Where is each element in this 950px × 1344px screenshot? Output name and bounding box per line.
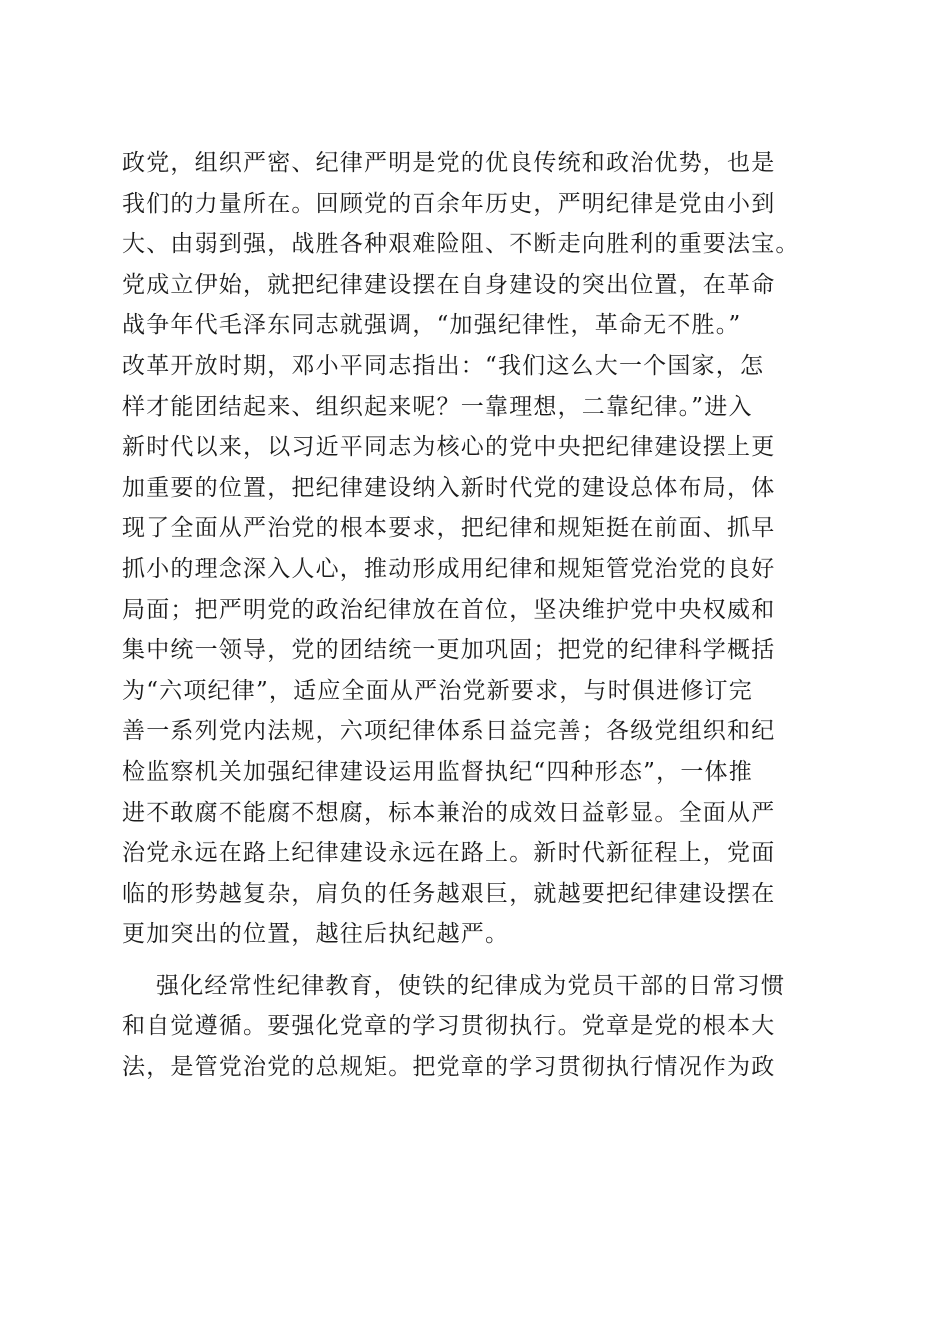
text-line: 样才能团结起来、组织起来呢？一靠理想，二靠纪律。”进入 — [122, 393, 753, 420]
text-line: 法，是管党治党的总规矩。把党章的学习贯彻执行情况作为政 — [122, 1054, 776, 1081]
text-line: 进不敢腐不能腐不想腐，标本兼治的成效日益彰显。全面从严 — [122, 799, 776, 826]
text-line: 治党永远在路上纪律建设永远在路上。新时代新征程上，党面 — [122, 840, 776, 867]
text-line: 为“六项纪律”，适应全面从严治党新要求，与时俱进修订完 — [122, 677, 753, 704]
text-line: 和自觉遵循。要强化党章的学习贯彻执行。党章是党的根本大 — [122, 1013, 776, 1040]
text-line: 改革开放时期，邓小平同志指出：“我们这么大一个国家，怎 — [122, 352, 765, 379]
text-line: 检监察机关加强纪律建设运用监督执纪“四种形态”，一体推 — [122, 758, 753, 785]
text-line: 临的形势越复杂，肩负的任务越艰巨，就越要把纪律建设摆在 — [122, 880, 776, 907]
text-line: 加重要的位置，把纪律建设纳入新时代党的建设总体布局，体 — [122, 474, 776, 501]
text-line: 现了全面从严治党的根本要求，把纪律和规矩挺在前面、抓早 — [122, 515, 776, 542]
text-line: 抓小的理念深入人心，推动形成用纪律和规矩管党治党的良好 — [122, 555, 776, 582]
document-body — [122, 143, 842, 1088]
paragraph-gap — [122, 955, 842, 966]
paragraph — [122, 143, 842, 955]
text-line: 新时代以来，以习近平同志为核心的党中央把纪律建设摆上更 — [122, 434, 776, 461]
text-line: 战争年代毛泽东同志就强调，“加强纪律性，革命无不胜。” — [122, 312, 742, 339]
text-line: 更加突出的位置，越往后执纪越严。 — [122, 921, 510, 948]
text-line: 大、由弱到强，战胜各种艰难险阻、不断走向胜利的重要法宝。 — [122, 231, 800, 258]
text-line: 我们的力量所在。回顾党的百余年历史，严明纪律是党由小到 — [122, 190, 776, 217]
text-line: 政党，组织严密、纪律严明是党的优良传统和政治优势，也是 — [122, 150, 776, 176]
text-line: 集中统一领导，党的团结统一更加巩固；把党的纪律科学概括 — [122, 637, 776, 664]
text-line: 党成立伊始，就把纪律建设摆在自身建设的突出位置，在革命 — [122, 271, 776, 298]
paragraph — [122, 966, 842, 1088]
text-line: 局面；把严明党的政治纪律放在首位，坚决维护党中央权威和 — [122, 596, 776, 623]
text-line: 善一系列党内法规，六项纪律体系日益完善；各级党组织和纪 — [122, 718, 776, 745]
text-line: 强化经常性纪律教育，使铁的纪律成为党员干部的日常习惯 — [156, 972, 786, 999]
